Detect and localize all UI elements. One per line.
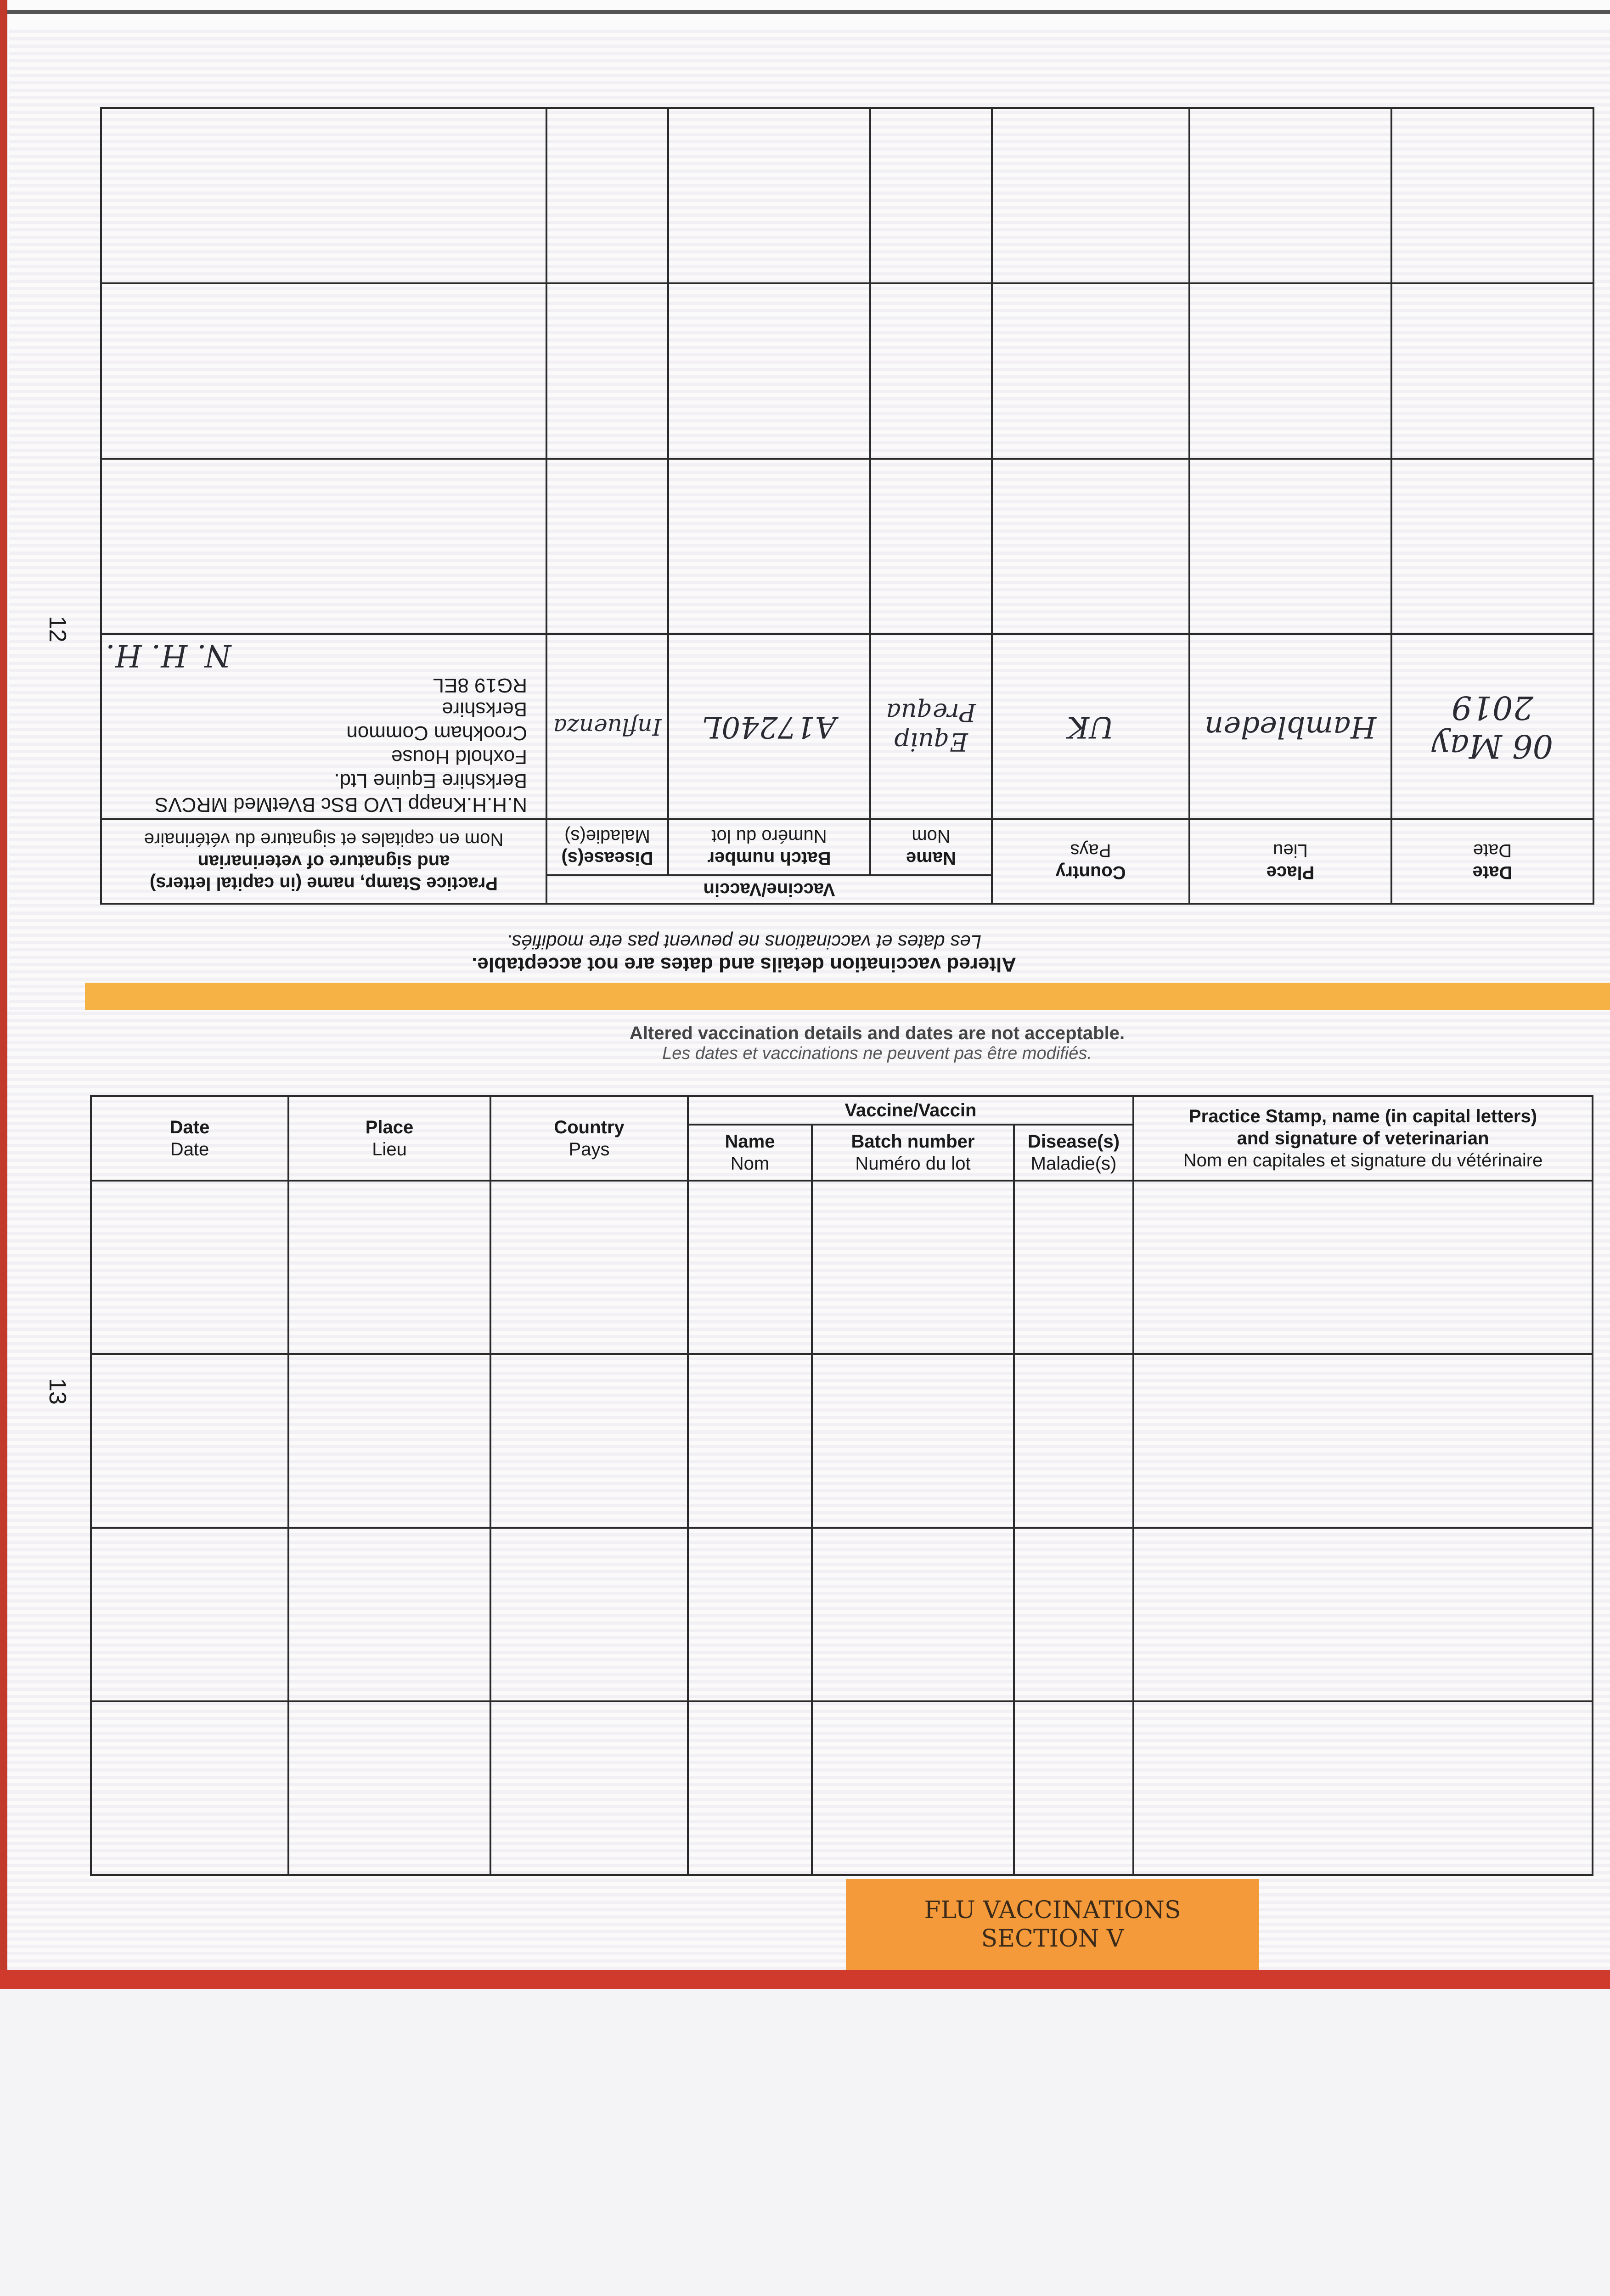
notice-page-13: Altered vaccination details and dates are not acceptable. Les dates et vaccinations ne peuvent pas être modifiés. [629,1023,1125,1063]
entry-disease: Influenza [546,634,668,819]
table-row [101,459,1593,634]
table-row [101,108,1593,283]
header-disease: Disease(s) Maladie(s) [1014,1125,1133,1181]
table-row [91,1354,1593,1528]
entry-date: 06 May 2019 [1391,634,1593,819]
header-date: Date Date [1391,819,1593,904]
orange-strip [85,983,1610,1010]
header-name: Name Nom [688,1125,812,1181]
header-country: Country Pays [992,819,1189,904]
red-cover-edge [0,1970,1610,1989]
blank-area [0,1989,1610,2296]
page-number-13: 13 [44,1378,71,1405]
left-cover-edge [0,0,7,1970]
table-row [101,283,1593,459]
table-row [101,634,1593,819]
header-country: Country Pays [490,1096,688,1181]
vet-signature: N. H. H. [105,637,231,673]
header-disease: Disease(s) Maladie(s) [546,819,668,875]
section-title: FLU VACCINATIONS [924,1896,1181,1924]
table-row [91,1528,1593,1701]
vaccination-table-page-12 [100,107,1594,905]
header-place: Place Lieu [288,1096,490,1181]
section-subtitle: SECTION V [981,1925,1124,1953]
entry-practice-stamp: N.H.H.Knapp LVO BSc BVetMed MRCVS Berkshire Equine Ltd. Foxhold House Crookham Common Berkshire RG19 8EL N. H. H. [101,634,546,819]
section-badge [846,1879,1259,1970]
page-number-12: 12 [44,616,71,642]
notice-page-12: Altered vaccination details and dates are not acceptable. Les dates et vaccinations ne peuvent pas etre modifiés. [472,931,1016,976]
table-row [91,1701,1593,1875]
header-stamp: Practice Stamp, name (in capital letters) and signature of veterinarian Nom en capitales et signature du vétérinaire [101,819,546,904]
header-place: Place Lieu [1189,819,1391,904]
page-12-table-area [102,124,1594,905]
entry-vaccine-name: Equip Prequa [870,634,992,819]
header-batch: Batch number Numéro du lot [812,1125,1014,1181]
vaccination-table-page-13 [90,1095,1593,1876]
header-vaccine: Vaccine/Vaccin [688,1096,1133,1125]
top-rule [0,10,1610,14]
header-batch: Batch number Numéro du lot [668,819,870,875]
entry-batch: A17240L [668,634,870,819]
header-date: Date Date [91,1096,288,1181]
table-row [91,1181,1593,1354]
header-name: Name Nom [870,819,992,875]
header-vaccine: Vaccine/Vaccin [546,875,992,904]
entry-place: Hambleden [1189,634,1391,819]
header-stamp: Practice Stamp, name (in capital letters) and signature of veterinarian Nom en capitales et signature du vétérinaire [1133,1096,1593,1181]
entry-country: UK [992,634,1189,819]
